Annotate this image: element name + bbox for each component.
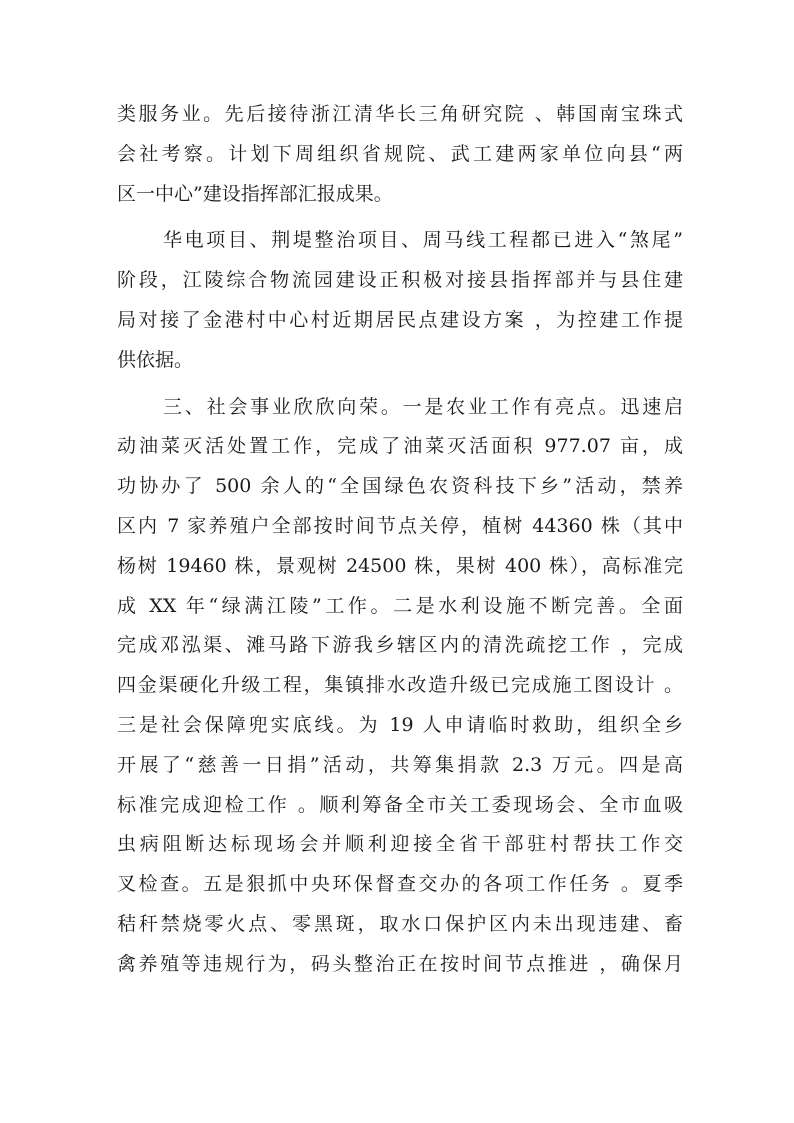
text-line: 区一中心”建设指挥部汇报成果。 <box>117 182 393 205</box>
text-line: 动油菜灭活处置工作，完成了油菜灭活面积 977.07 亩，成 <box>117 435 683 458</box>
text-line: 杨树 19460 株，景观树 24500 株，果树 400 株），高标准完 <box>117 554 683 577</box>
text-line: 三、社会事业欣欣向荣。一是农业工作有亮点。迅速启 <box>163 395 683 418</box>
text-line: 秸秆禁烧零火点、零黑斑，取水口保护区内未出现违建、畜 <box>117 912 683 935</box>
paragraph-projects <box>117 221 683 380</box>
text-line: 完成邓泓渠、滩马路下游我乡辖区内的清洗疏挖工作 ，完成 <box>117 634 683 657</box>
text-line: 开展了“慈善一日捐”活动，共筹集捐款 2.3 万元。四是高 <box>117 753 683 776</box>
paragraph-social-affairs <box>117 388 683 985</box>
text-line: 标准完成迎检工作 。顺利筹备全市关工委现场会、全市血吸 <box>117 793 683 816</box>
text-line: 叉检查。五是狠抓中央环保督查交办的各项工作任务 。夏季 <box>117 873 683 896</box>
text-line: 成 XX 年“绿满江陵”工作。二是水利设施不断完善。全面 <box>117 594 683 617</box>
text-line: 类服务业。先后接待浙江清华长三角研究院 、韩国南宝珠式 <box>117 103 683 125</box>
text-line: 局对接了金港村中心村近期居民点建设方案 ，为控建工作提 <box>117 308 683 331</box>
text-line: 虫病阻断达标现场会并顺利迎接全省干部驻村帮扶工作交 <box>117 833 683 856</box>
text-line: 禽养殖等违规行为，码头整治正在按时间节点推进 ，确保月 <box>117 952 683 975</box>
text-line: 四金渠硬化升级工程，集镇排水改造升级已完成施工图设计 。 <box>117 674 683 697</box>
text-line: 阶段，江陵综合物流园建设正积极对接县指挥部并与县住建 <box>117 269 683 292</box>
text-line: 区内 7 家养殖户全部按时间节点关停，植树 44360 株（其中 <box>117 514 683 537</box>
text-line: 功协办了 500 余人的“全国绿色农资科技下乡”活动，禁养 <box>117 475 683 498</box>
document-body <box>117 95 683 985</box>
text-line: 华电项目、荆堤整治项目、周马线工程都已进入“煞尾” <box>163 229 683 252</box>
text-line: 供依据。 <box>117 348 194 371</box>
text-line: 会社考察。计划下周组织省规院、武工建两家单位向县“两 <box>117 142 683 165</box>
paragraph-service-industry <box>117 95 683 214</box>
text-line: 三是社会保障兜实底线。为 19 人申请临时救助，组织全乡 <box>117 713 683 736</box>
